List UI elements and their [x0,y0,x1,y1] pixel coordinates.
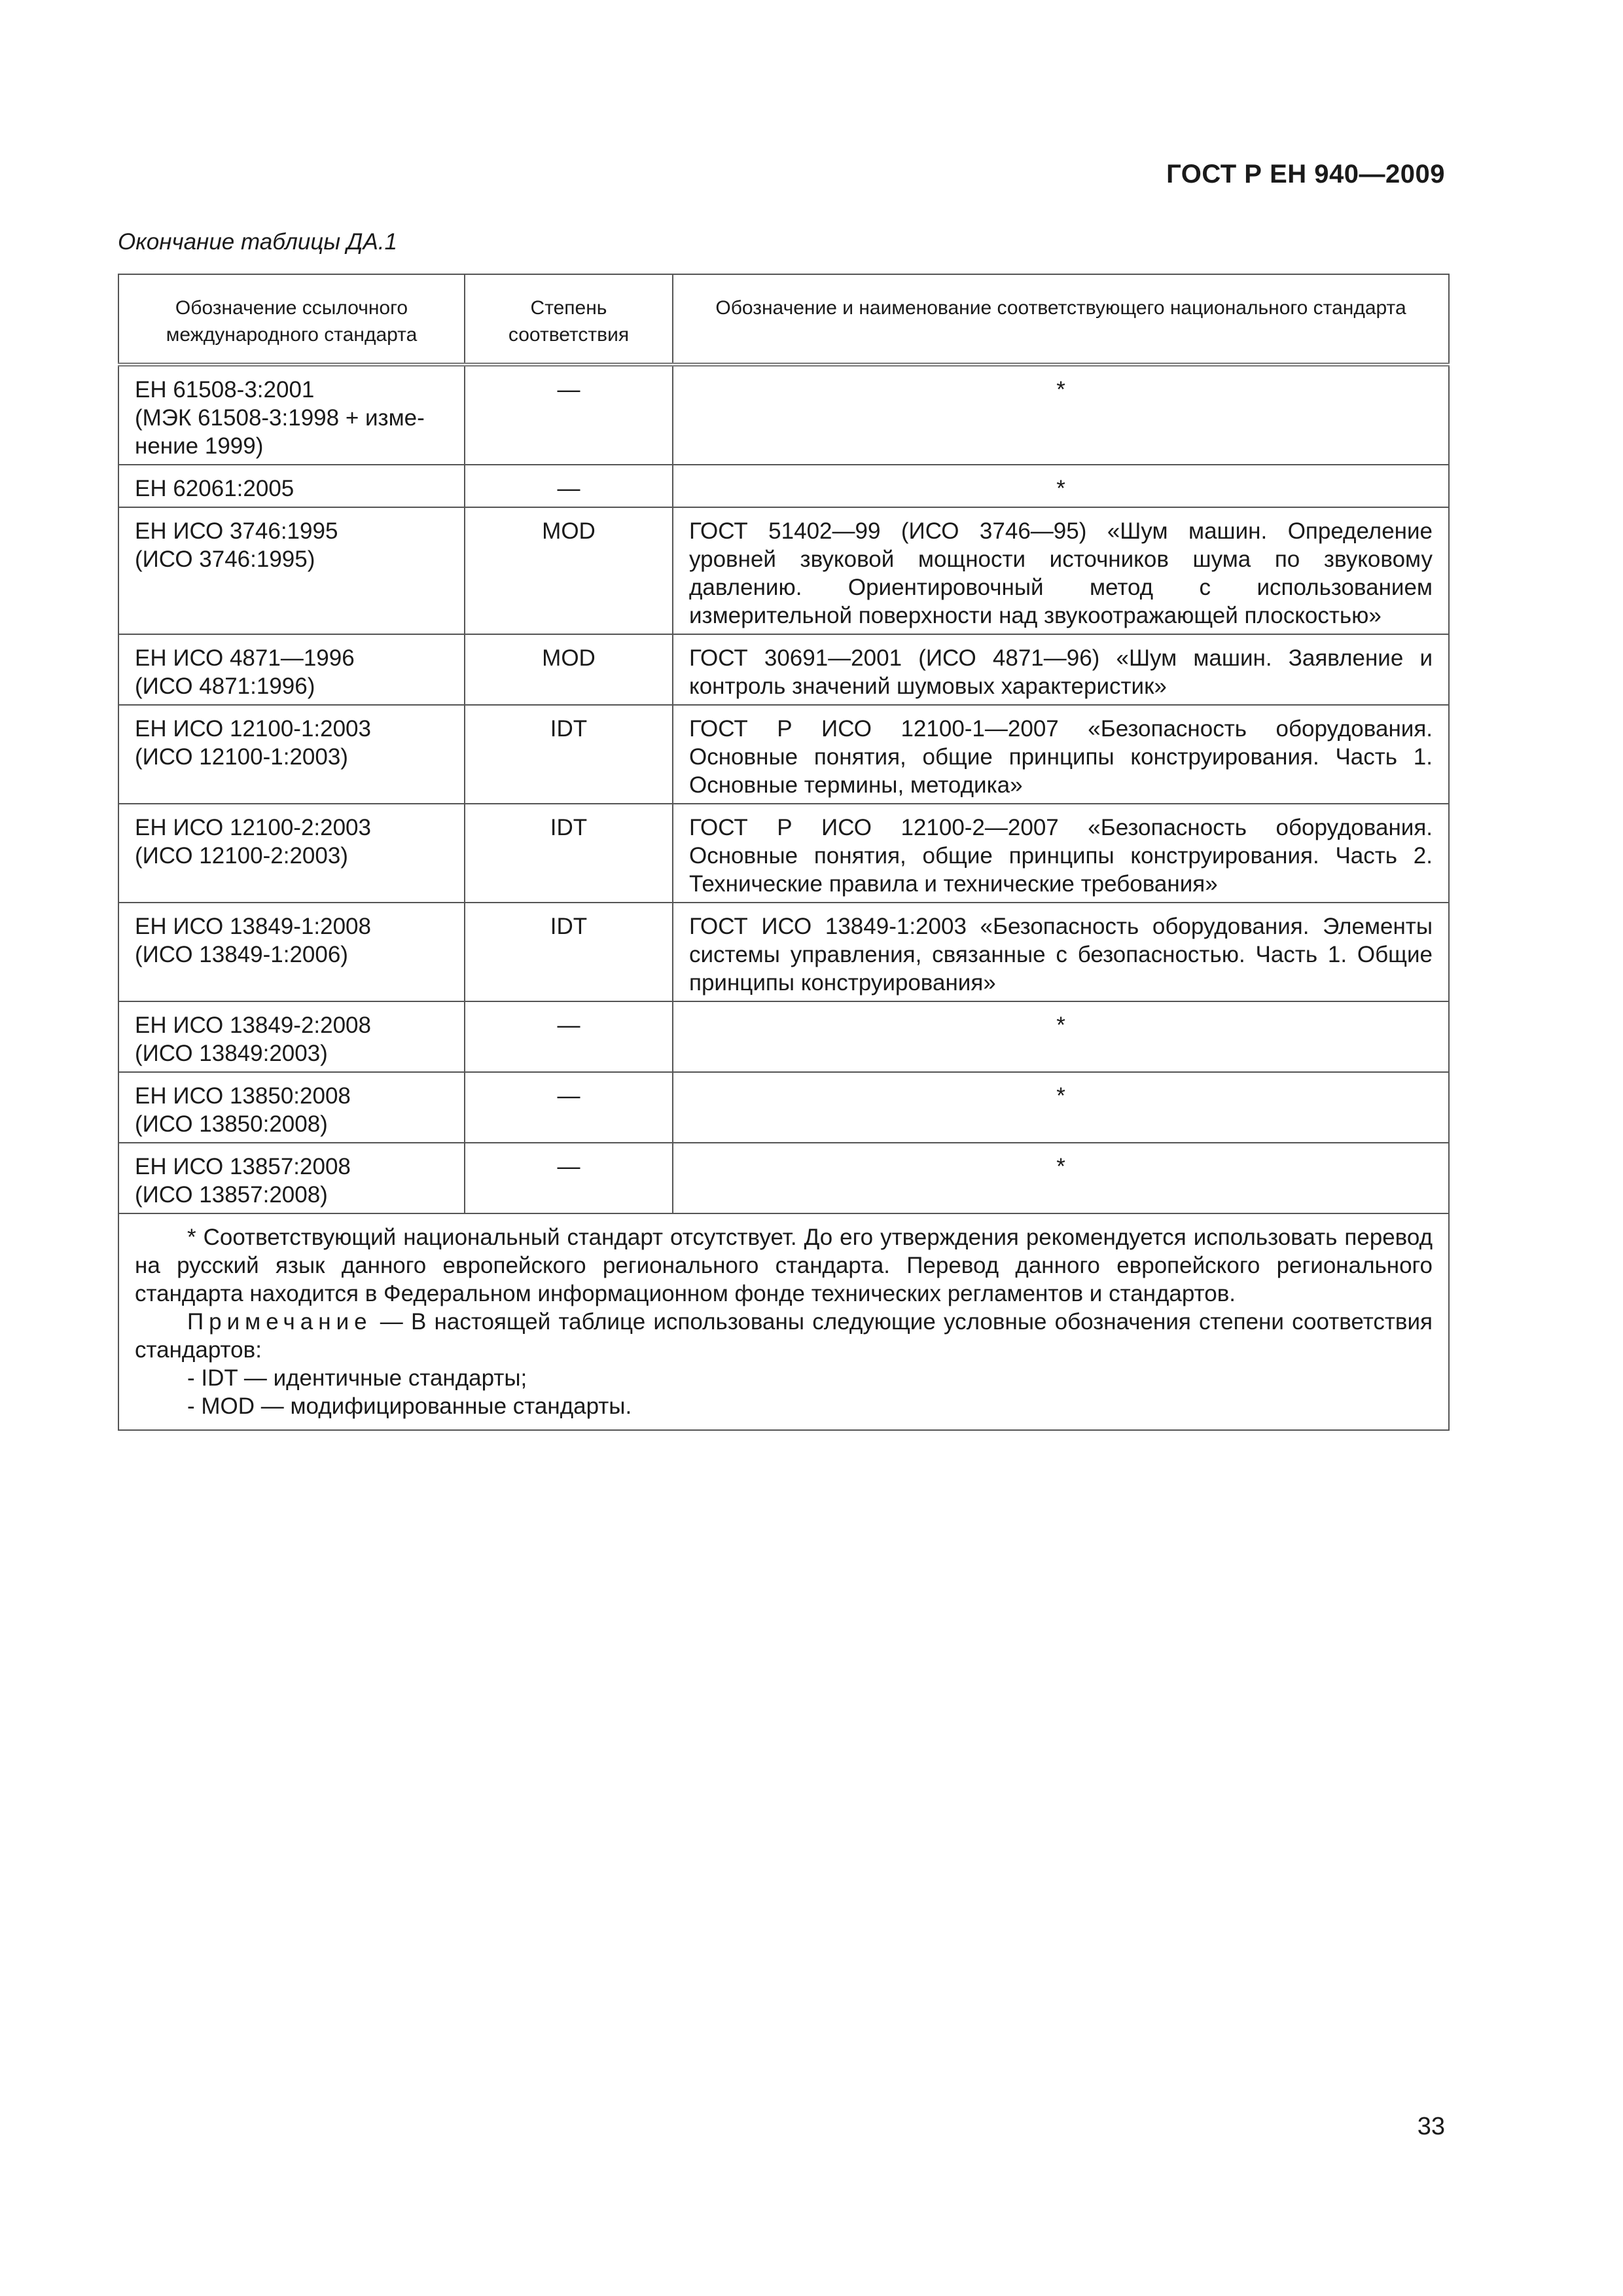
table-row [118,634,1449,705]
cell-national: ГОСТ Р ИСО 12100-1—2007 «Безопасность оборудования. Основные понятия, общие принципы конструирования. Часть 1. Основные термины, методика» [673,705,1449,804]
table-caption: Окончание таблицы ДА.1 [118,229,397,255]
cell-degree: — [465,365,673,465]
cell-degree: IDT [465,903,673,1001]
cell-national: * [673,465,1449,507]
cell-international: ЕН 62061:2005 [118,465,465,507]
footnote-cell [118,1213,1449,1430]
cell-degree: — [465,1072,673,1143]
cell-degree: — [465,1001,673,1072]
cell-degree: IDT [465,804,673,903]
table-row [118,705,1449,804]
cell-degree: MOD [465,507,673,634]
cell-national: ГОСТ 30691—2001 (ИСО 4871—96) «Шум машин. Заявление и контроль значений шумовых характеристик» [673,634,1449,705]
table-row [118,903,1449,1001]
correspondence-table [118,274,1450,1431]
cell-international: ЕН ИСО 13850:2008 (ИСО 13850:2008) [118,1072,465,1143]
column-header-national: Обозначение и наименование соответствующего национального стандарта [673,274,1449,365]
cell-degree: IDT [465,705,673,804]
table-row [118,465,1449,507]
cell-degree: MOD [465,634,673,705]
cell-national: ГОСТ Р ИСО 12100-2—2007 «Безопасность оборудования. Основные понятия, общие принципы конструирования. Часть 2. Технические правила и технические требования» [673,804,1449,903]
note-text: — В настоящей таблице использованы следующие условные обозначения степени соответствия стандартов: [135,1309,1433,1363]
footnote-list-item: - IDT — идентичные стандарты; [187,1365,527,1391]
cell-international: ЕН ИСО 3746:1995 (ИСО 3746:1995) [118,507,465,634]
table-row [118,1072,1449,1143]
cell-national: * [673,1072,1449,1143]
cell-national: ГОСТ ИСО 13849-1:2003 «Безопасность оборудования. Элементы системы управления, связанные с безопасностью. Часть 1. Общие принципы конструирования» [673,903,1449,1001]
cell-national: * [673,1001,1449,1072]
note-label: Примечание [187,1309,372,1335]
cell-international: ЕН 61508-3:2001 (МЭК 61508-3:1998 + изме- нение 1999) [118,365,465,465]
cell-international: ЕН ИСО 13857:2008 (ИСО 13857:2008) [118,1143,465,1213]
footnote-list-item: - MOD — модифицированные стандарты. [187,1393,632,1419]
column-header-international: Обозначение ссылочного международного стандарта [118,274,465,365]
table-body [118,365,1449,1430]
footnote-star-text: * Соответствующий национальный стандарт отсутствует. До его утверждения рекомендуется использовать перевод на русский язык данного европейского регионального стандарта. Перевод данного европейского регионального стандарта находится в Федеральном информационном фонде технических регламентов и стандартов. [135,1225,1433,1306]
cell-international: ЕН ИСО 13849-2:2008 (ИСО 13849:2003) [118,1001,465,1072]
table-row [118,507,1449,634]
cell-national: * [673,365,1449,465]
footnote-note [135,1308,1433,1364]
table-row [118,365,1449,465]
cell-national: * [673,1143,1449,1213]
table-row [118,1143,1449,1213]
cell-degree: — [465,1143,673,1213]
table-header-row [118,274,1449,365]
document-code: ГОСТ Р ЕН 940—2009 [1166,160,1445,188]
table-row [118,804,1449,903]
footnote-row [118,1213,1449,1430]
cell-international: ЕН ИСО 4871—1996 (ИСО 4871:1996) [118,634,465,705]
cell-international: ЕН ИСО 12100-2:2003 (ИСО 12100-2:2003) [118,804,465,903]
cell-national: ГОСТ 51402—99 (ИСО 3746—95) «Шум машин. Определение уровней звуковой мощности источников шума по звуковому давлению. Ориентировочный метод с использованием измерительной поверхности над звукоотражающей плоскостью» [673,507,1449,634]
cell-international: ЕН ИСО 12100-1:2003 (ИСО 12100-1:2003) [118,705,465,804]
table-row [118,1001,1449,1072]
cell-international: ЕН ИСО 13849-1:2008 (ИСО 13849-1:2006) [118,903,465,1001]
column-header-degree: Степень соответствия [465,274,673,365]
page-number: 33 [1417,2113,1445,2140]
cell-degree: — [465,465,673,507]
